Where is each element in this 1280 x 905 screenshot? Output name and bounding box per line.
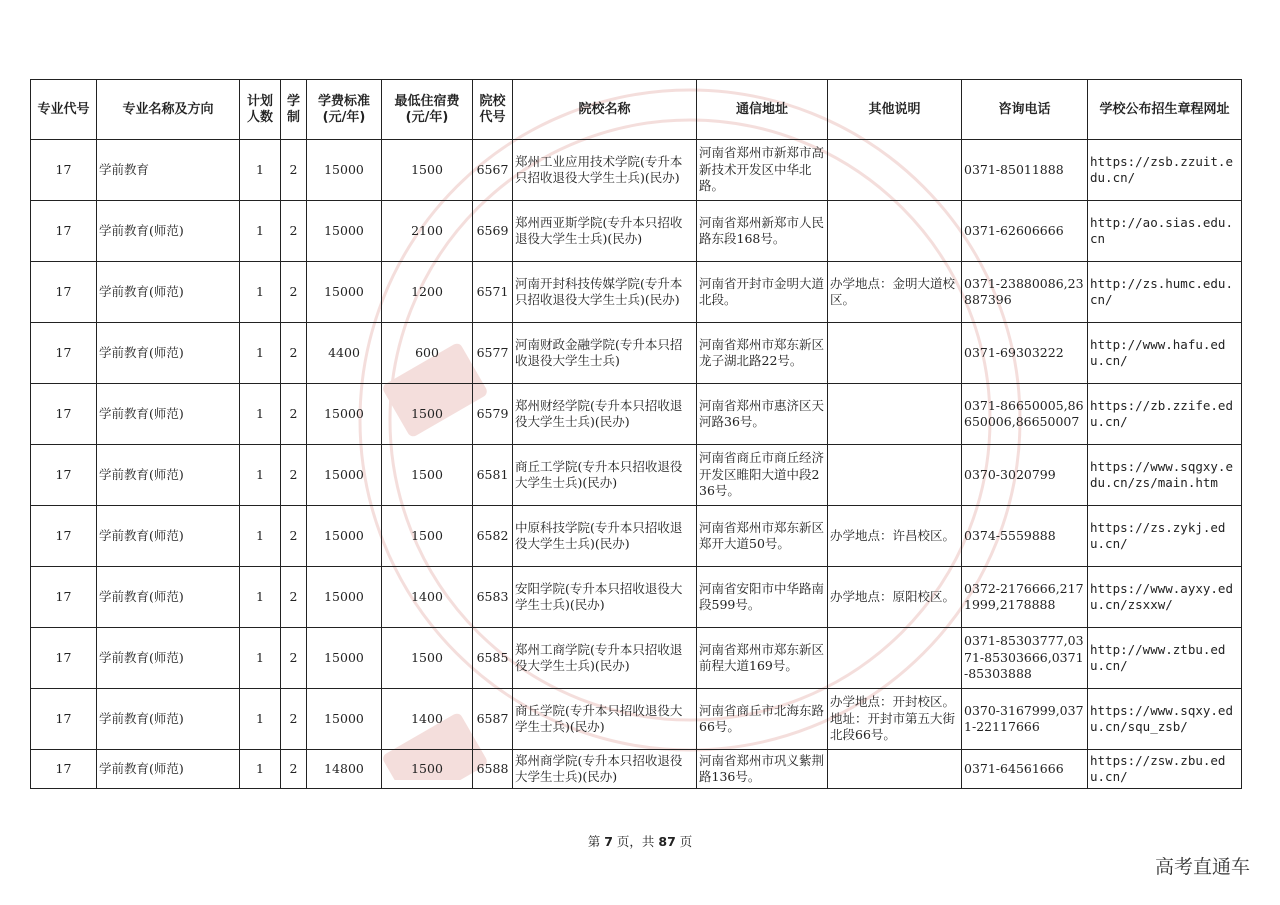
- cell-years: 2: [281, 323, 307, 384]
- cell-code: 17: [31, 750, 97, 789]
- cell-address: 河南省郑州市惠济区天河路36号。: [697, 384, 828, 445]
- cell-years: 2: [281, 445, 307, 506]
- cell-url: https://zb.zzife.edu.cn/: [1088, 384, 1242, 445]
- cell-notes: [828, 323, 962, 384]
- cell-phone: 0370-3020799: [962, 445, 1088, 506]
- header-years: 学制: [281, 80, 307, 140]
- cell-dorm: 2100: [382, 201, 473, 262]
- cell-tuition: 15000: [307, 384, 382, 445]
- cell-school: 郑州西亚斯学院(专升本只招收退役大学生士兵)(民办): [513, 201, 697, 262]
- cell-plan: 1: [240, 567, 281, 628]
- cell-school: 郑州财经学院(专升本只招收退役大学生士兵)(民办): [513, 384, 697, 445]
- header-tuition: 学费标准(元/年): [307, 80, 382, 140]
- cell-major: 学前教育(师范): [97, 262, 240, 323]
- cell-plan: 1: [240, 628, 281, 689]
- cell-url: https://zsb.zzuit.edu.cn/: [1088, 140, 1242, 201]
- cell-plan: 1: [240, 689, 281, 750]
- cell-dorm: 1200: [382, 262, 473, 323]
- footer-prefix: 第: [587, 834, 601, 849]
- header-dorm: 最低住宿费(元/年): [382, 80, 473, 140]
- cell-major: 学前教育(师范): [97, 445, 240, 506]
- footer-total-pages: 87: [658, 834, 676, 849]
- table-row: [31, 140, 1242, 201]
- cell-address: 河南省商丘市北海东路66号。: [697, 689, 828, 750]
- cell-dorm: 1500: [382, 628, 473, 689]
- cell-school-code: 6582: [473, 506, 513, 567]
- cell-school: 郑州商学院(专升本只招收退役大学生士兵)(民办): [513, 750, 697, 789]
- cell-school-code: 6583: [473, 567, 513, 628]
- cell-address: 河南省郑州市郑东新区前程大道169号。: [697, 628, 828, 689]
- cell-phone: 0371-62606666: [962, 201, 1088, 262]
- cell-notes: 办学地点：开封校区。地址：开封市第五大街北段66号。: [828, 689, 962, 750]
- cell-tuition: 15000: [307, 140, 382, 201]
- cell-code: 17: [31, 689, 97, 750]
- cell-school-code: 6577: [473, 323, 513, 384]
- cell-code: 17: [31, 506, 97, 567]
- table-row: [31, 628, 1242, 689]
- cell-tuition: 15000: [307, 567, 382, 628]
- cell-notes: 办学地点：许昌校区。: [828, 506, 962, 567]
- cell-plan: 1: [240, 262, 281, 323]
- brand-label: 高考直通车: [1154, 856, 1250, 878]
- cell-plan: 1: [240, 445, 281, 506]
- cell-major: 学前教育(师范): [97, 689, 240, 750]
- footer-middle: 页，共: [616, 834, 655, 849]
- cell-tuition: 15000: [307, 689, 382, 750]
- cell-years: 2: [281, 140, 307, 201]
- cell-dorm: 1500: [382, 506, 473, 567]
- cell-url: https://zs.zykj.edu.cn/: [1088, 506, 1242, 567]
- cell-school-code: 6579: [473, 384, 513, 445]
- cell-dorm: 1500: [382, 445, 473, 506]
- cell-notes: [828, 628, 962, 689]
- cell-address: 河南省郑州市巩义紫荆路136号。: [697, 750, 828, 789]
- cell-years: 2: [281, 567, 307, 628]
- cell-years: 2: [281, 201, 307, 262]
- admissions-table: [30, 79, 1242, 789]
- cell-address: 河南省郑州新郑市人民路东段168号。: [697, 201, 828, 262]
- cell-school: 河南开封科技传媒学院(专升本只招收退役大学生士兵)(民办): [513, 262, 697, 323]
- table-row: [31, 201, 1242, 262]
- cell-plan: 1: [240, 323, 281, 384]
- cell-tuition: 14800: [307, 750, 382, 789]
- cell-notes: [828, 140, 962, 201]
- cell-major: 学前教育(师范): [97, 506, 240, 567]
- cell-school: 郑州工商学院(专升本只招收退役大学生士兵)(民办): [513, 628, 697, 689]
- cell-tuition: 15000: [307, 445, 382, 506]
- table-row: [31, 445, 1242, 506]
- cell-dorm: 1500: [382, 140, 473, 201]
- cell-code: 17: [31, 567, 97, 628]
- cell-school: 安阳学院(专升本只招收退役大学生士兵)(民办): [513, 567, 697, 628]
- table-row: [31, 262, 1242, 323]
- cell-school-code: 6567: [473, 140, 513, 201]
- cell-dorm: 1500: [382, 750, 473, 789]
- cell-code: 17: [31, 323, 97, 384]
- cell-code: 17: [31, 445, 97, 506]
- cell-school-code: 6581: [473, 445, 513, 506]
- cell-code: 17: [31, 140, 97, 201]
- cell-url: http://zs.humc.edu.cn/: [1088, 262, 1242, 323]
- cell-school-code: 6585: [473, 628, 513, 689]
- cell-url: https://www.sqgxy.edu.cn/zs/main.htm: [1088, 445, 1242, 506]
- cell-years: 2: [281, 262, 307, 323]
- cell-years: 2: [281, 384, 307, 445]
- cell-address: 河南省商丘市商丘经济开发区睢阳大道中段236号。: [697, 445, 828, 506]
- cell-address: 河南省安阳市中华路南段599号。: [697, 567, 828, 628]
- cell-years: 2: [281, 750, 307, 789]
- cell-major: 学前教育(师范): [97, 323, 240, 384]
- cell-address: 河南省开封市金明大道北段。: [697, 262, 828, 323]
- cell-tuition: 4400: [307, 323, 382, 384]
- cell-school-code: 6588: [473, 750, 513, 789]
- cell-url: http://www.hafu.edu.cn/: [1088, 323, 1242, 384]
- header-code: 专业代号: [31, 80, 97, 140]
- cell-code: 17: [31, 628, 97, 689]
- table-row: [31, 750, 1242, 789]
- cell-tuition: 15000: [307, 201, 382, 262]
- cell-phone: 0371-69303222: [962, 323, 1088, 384]
- cell-years: 2: [281, 506, 307, 567]
- cell-code: 17: [31, 201, 97, 262]
- cell-school-code: 6569: [473, 201, 513, 262]
- cell-dorm: 600: [382, 323, 473, 384]
- cell-address: 河南省郑州市郑东新区郑开大道50号。: [697, 506, 828, 567]
- table-row: [31, 323, 1242, 384]
- cell-code: 17: [31, 384, 97, 445]
- cell-tuition: 15000: [307, 628, 382, 689]
- cell-dorm: 1400: [382, 689, 473, 750]
- cell-dorm: 1500: [382, 384, 473, 445]
- cell-plan: 1: [240, 750, 281, 789]
- cell-notes: [828, 201, 962, 262]
- table-row: [31, 506, 1242, 567]
- table-row: [31, 567, 1242, 628]
- header-address: 通信地址: [697, 80, 828, 140]
- cell-school: 中原科技学院(专升本只招收退役大学生士兵)(民办): [513, 506, 697, 567]
- cell-plan: 1: [240, 384, 281, 445]
- header-plan: 计划人数: [240, 80, 281, 140]
- cell-phone: 0371-86650005,86650006,86650007: [962, 384, 1088, 445]
- cell-plan: 1: [240, 506, 281, 567]
- cell-phone: 0371-23880086,23887396: [962, 262, 1088, 323]
- page-footer: [0, 832, 1280, 850]
- cell-notes: [828, 445, 962, 506]
- cell-address: 河南省郑州市新郑市高新技术开发区中华北路。: [697, 140, 828, 201]
- header-notes: 其他说明: [828, 80, 962, 140]
- table-row: [31, 384, 1242, 445]
- header-phone: 咨询电话: [962, 80, 1088, 140]
- cell-url: http://www.ztbu.edu.cn/: [1088, 628, 1242, 689]
- cell-tuition: 15000: [307, 506, 382, 567]
- cell-years: 2: [281, 689, 307, 750]
- cell-phone: 0371-85303777,0371-85303666,0371-85303888: [962, 628, 1088, 689]
- cell-notes: [828, 384, 962, 445]
- cell-major: 学前教育(师范): [97, 201, 240, 262]
- cell-school: 郑州工业应用技术学院(专升本只招收退役大学生士兵)(民办): [513, 140, 697, 201]
- footer-page-number: 7: [604, 834, 613, 849]
- cell-major: 学前教育: [97, 140, 240, 201]
- cell-phone: 0371-85011888: [962, 140, 1088, 201]
- cell-tuition: 15000: [307, 262, 382, 323]
- cell-url: https://zsw.zbu.edu.cn/: [1088, 750, 1242, 789]
- cell-school: 河南财政金融学院(专升本只招收退役大学生士兵): [513, 323, 697, 384]
- cell-major: 学前教育(师范): [97, 384, 240, 445]
- cell-school: 商丘学院(专升本只招收退役大学生士兵)(民办): [513, 689, 697, 750]
- cell-plan: 1: [240, 201, 281, 262]
- cell-school-code: 6571: [473, 262, 513, 323]
- cell-notes: [828, 750, 962, 789]
- footer-suffix: 页: [679, 834, 693, 849]
- cell-code: 17: [31, 262, 97, 323]
- cell-phone: 0370-3167999,0371-22117666: [962, 689, 1088, 750]
- cell-url: https://www.sqxy.edu.cn/squ_zsb/: [1088, 689, 1242, 750]
- cell-notes: 办学地点：金明大道校区。: [828, 262, 962, 323]
- cell-notes: 办学地点：原阳校区。: [828, 567, 962, 628]
- header-url: 学校公布招生章程网址: [1088, 80, 1242, 140]
- cell-major: 学前教育(师范): [97, 628, 240, 689]
- table-row: [31, 689, 1242, 750]
- header-major: 专业名称及方向: [97, 80, 240, 140]
- cell-years: 2: [281, 628, 307, 689]
- header-school-code: 院校代号: [473, 80, 513, 140]
- cell-school: 商丘工学院(专升本只招收退役大学生士兵)(民办): [513, 445, 697, 506]
- cell-plan: 1: [240, 140, 281, 201]
- cell-school-code: 6587: [473, 689, 513, 750]
- cell-url: https://www.ayxy.edu.cn/zsxxw/: [1088, 567, 1242, 628]
- cell-dorm: 1400: [382, 567, 473, 628]
- cell-phone: 0371-64561666: [962, 750, 1088, 789]
- cell-major: 学前教育(师范): [97, 750, 240, 789]
- cell-address: 河南省郑州市郑东新区龙子湖北路22号。: [697, 323, 828, 384]
- cell-phone: 0372-2176666,2171999,2178888: [962, 567, 1088, 628]
- cell-major: 学前教育(师范): [97, 567, 240, 628]
- cell-url: http://ao.sias.edu.cn: [1088, 201, 1242, 262]
- table-header-row: [31, 80, 1242, 140]
- header-school: 院校名称: [513, 80, 697, 140]
- cell-phone: 0374-5559888: [962, 506, 1088, 567]
